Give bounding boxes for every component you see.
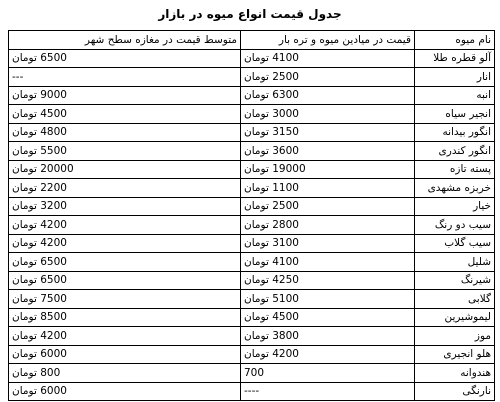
shop-price-cell: 2200 تومان [9,179,241,198]
table-row [9,308,495,327]
table-row [9,86,495,105]
fruit-name-cell: گلابی [415,290,495,309]
fruit-name-cell: شیرنگ [415,271,495,290]
fruit-name-cell: پسته تازه [415,160,495,179]
fruit-name-cell: شلیل [415,253,495,272]
fruit-name-cell: آلو قطره طلا [415,49,495,68]
field-price-cell: 4100 تومان [241,49,415,68]
table-row [9,197,495,216]
header-row [9,31,495,50]
shop-price-cell: 4200 تومان [9,327,241,346]
shop-price-cell: 4200 تومان [9,234,241,253]
field-price-cell: 3600 تومان [241,142,415,161]
fruit-name-cell: نارنگی [415,382,495,401]
header-shop-price: متوسط قیمت در مغازه سطح شهر [9,31,241,50]
header-field-price: قیمت در میادین میوه و تره بار [241,31,415,50]
table-row [9,123,495,142]
field-price-cell: 3800 تومان [241,327,415,346]
field-price-cell: 2800 تومان [241,216,415,235]
fruit-price-table [8,30,495,401]
fruit-name-cell: انگور کندری [415,142,495,161]
fruit-name-cell: انجیر سیاه [415,105,495,124]
field-price-cell: 4500 تومان [241,308,415,327]
fruit-name-cell: لیموشیرین [415,308,495,327]
field-price-cell: 6300 تومان [241,86,415,105]
table-row [9,142,495,161]
field-price-cell: 4250 تومان [241,271,415,290]
field-price-cell: ---- [241,382,415,401]
table-row [9,49,495,68]
table-row [9,364,495,383]
table-row [9,68,495,87]
fruit-name-cell: انگور بیدانه [415,123,495,142]
shop-price-cell: 6500 تومان [9,253,241,272]
shop-price-cell: 8500 تومان [9,308,241,327]
fruit-name-cell: خیار [415,197,495,216]
field-price-cell: 5100 تومان [241,290,415,309]
field-price-cell: 19000 تومان [241,160,415,179]
field-price-cell: 3150 تومان [241,123,415,142]
field-price-cell: 4200 تومان [241,345,415,364]
fruit-name-cell: هلو انجیری [415,345,495,364]
fruit-name-cell: خربزه مشهدی [415,179,495,198]
field-price-cell: 3000 تومان [241,105,415,124]
table-row [9,160,495,179]
shop-price-cell: 4500 تومان [9,105,241,124]
table-row [9,271,495,290]
field-price-cell: 700 [241,364,415,383]
shop-price-cell: 7500 تومان [9,290,241,309]
table-row [9,382,495,401]
table-row [9,216,495,235]
field-price-cell: 3100 تومان [241,234,415,253]
field-price-cell: 4100 تومان [241,253,415,272]
shop-price-cell: 6500 تومان [9,49,241,68]
fruit-name-cell: سیب دو رنگ [415,216,495,235]
header-fruit-name: نام میوه [415,31,495,50]
shop-price-cell: 800 تومان [9,364,241,383]
fruit-name-cell: انبه [415,86,495,105]
table-row [9,179,495,198]
table-row [9,345,495,364]
table-row [9,234,495,253]
shop-price-cell: 20000 تومان [9,160,241,179]
shop-price-cell: --- [9,68,241,87]
shop-price-cell: 9000 تومان [9,86,241,105]
shop-price-cell: 6500 تومان [9,271,241,290]
table-row [9,253,495,272]
shop-price-cell: 5500 تومان [9,142,241,161]
fruit-name-cell: هندوانه [415,364,495,383]
shop-price-cell: 4200 تومان [9,216,241,235]
table-row [9,327,495,346]
fruit-name-cell: سیب گلاب [415,234,495,253]
shop-price-cell: 3200 تومان [9,197,241,216]
shop-price-cell: 4800 تومان [9,123,241,142]
field-price-cell: 2500 تومان [241,68,415,87]
shop-price-cell: 6000 تومان [9,345,241,364]
fruit-name-cell: موز [415,327,495,346]
table-title: جدول قیمت انواع میوه در بازار [158,7,342,21]
table-row [9,105,495,124]
fruit-name-cell: انار [415,68,495,87]
shop-price-cell: 6000 تومان [9,382,241,401]
field-price-cell: 1100 تومان [241,179,415,198]
field-price-cell: 2500 تومان [241,197,415,216]
table-row [9,290,495,309]
